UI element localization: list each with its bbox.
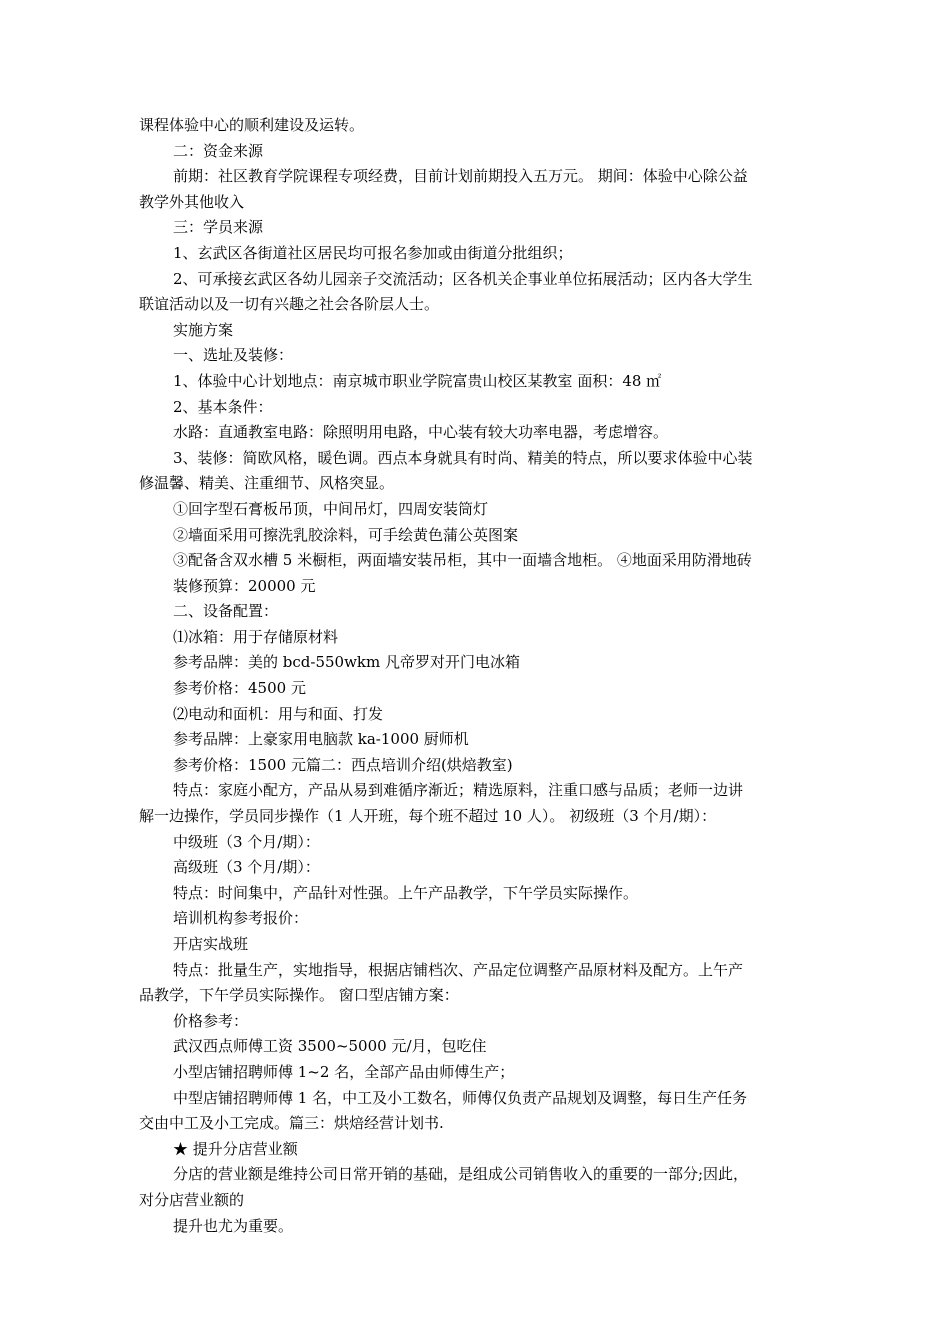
text-line: 3、装修：简欧风格，暖色调。西点本身就具有时尚、精美的特点，所以要求体验中心装	[173, 448, 753, 467]
text-line: ⑵电动和面机：用与和面、打发	[173, 704, 384, 723]
text-line: 小型店铺招聘师傅 1~2 名，全部产品由师傅生产；	[173, 1062, 515, 1081]
text-line: 分店的营业额是维持公司日常开销的基础，是组成公司销售收入的重要的一部分;因此，	[173, 1165, 749, 1184]
text-line: 对分店营业额的	[139, 1190, 245, 1209]
text-line: 高级班（3 个月/期）：	[173, 858, 320, 877]
text-line: 2、基本条件：	[173, 397, 273, 416]
text-line: 参考品牌：美的 bcd-550wkm 凡帝罗对开门电冰箱	[173, 653, 520, 672]
text-line: 实施方案	[173, 320, 234, 339]
text-line: 1、玄武区各街道社区居民均可报名参加或由街道分批组织；	[173, 243, 573, 262]
text-line: 修温馨、精美、注重细节、风格突显。	[139, 474, 395, 493]
text-line: 提升也尤为重要。	[173, 1216, 294, 1235]
text-line: 开店实战班	[173, 935, 249, 953]
document-body	[139, 113, 819, 1239]
text-line: 参考品牌：上豪家用电脑款 ka-1000 厨师机	[173, 730, 469, 749]
text-line: ★ 提升分店营业额	[173, 1139, 298, 1158]
text-line: 2、可承接玄武区各幼儿园亲子交流活动；区各机关企事业单位拓展活动；区内各大学生	[173, 269, 753, 288]
text-line: 联谊活动以及一切有兴趣之社会各阶层人士。	[139, 295, 440, 314]
text-line: 参考价格：1500 元篇二：西点培训介绍(烘焙教室)	[173, 755, 513, 774]
text-line: 1、体验中心计划地点：南京城市职业学院富贵山校区某教室 面积：48 ㎡	[173, 371, 662, 390]
text-line: 前期：社区教育学院课程专项经费，目前计划前期投入五万元。 期间：体验中心除公益	[173, 167, 748, 186]
text-line: 中型店铺招聘师傅 1 名，中工及小工数名，师傅仅负责产品规划及调整，每日生产任务	[173, 1088, 748, 1107]
text-line: 特点：时间集中，产品针对性强。上午产品教学，下午学员实际操作。	[173, 883, 639, 902]
text-line: 中级班（3 个月/期）：	[173, 832, 320, 851]
text-line: 解一边操作，学员同步操作（1 人开班，每个班不超过 10 人）。 初级班（3 个月/期）：	[139, 807, 717, 826]
text-line: 一、选址及装修：	[173, 346, 294, 365]
text-line: 三：学员来源	[173, 218, 264, 237]
text-line: 交由中工及小工完成。篇三：烘焙经营计划书.	[139, 1114, 444, 1133]
text-line: 二：资金来源	[173, 141, 264, 160]
text-line: 特点：批量生产，实地指导，根据店铺档次、产品定位调整产品原材料及配方。上午产	[173, 960, 744, 979]
text-line: 特点：家庭小配方，产品从易到难循序渐近；精选原料，注重口感与品质；老师一边讲	[173, 781, 744, 800]
text-line: 参考价格：4500 元	[173, 679, 306, 698]
text-line: ③配备含双水槽 5 米橱柜，两面墙安装吊柜，其中一面墙含地柜。 ④地面采用防滑地砖	[173, 551, 752, 570]
text-line: 水路：直通教室电路：除照明用电路，中心装有较大功率电器，考虑增容。	[173, 423, 669, 442]
text-line: 装修预算：20000 元	[173, 576, 316, 595]
text-line: 二、设备配置：	[173, 602, 279, 621]
text-line: ⑴冰箱：用于存储原材料	[173, 627, 339, 646]
text-line: 价格参考：	[173, 1011, 249, 1030]
text-line: 武汉西点师傅工资 3500~5000 元/月，包吃住	[173, 1037, 487, 1056]
text-line: 教学外其他收入	[139, 192, 245, 211]
text-line: ②墙面采用可擦洗乳胶涂料，可手绘黄色蒲公英图案	[173, 525, 519, 544]
text-line: 培训机构参考报价：	[173, 909, 309, 928]
text-line: 课程体验中心的顺利建设及运转。	[139, 116, 365, 134]
text-line: 品教学，下午学员实际操作。 窗口型店铺方案：	[139, 986, 459, 1005]
text-line: ①回字型石膏板吊顶，中间吊灯，四周安装筒灯	[173, 499, 489, 518]
